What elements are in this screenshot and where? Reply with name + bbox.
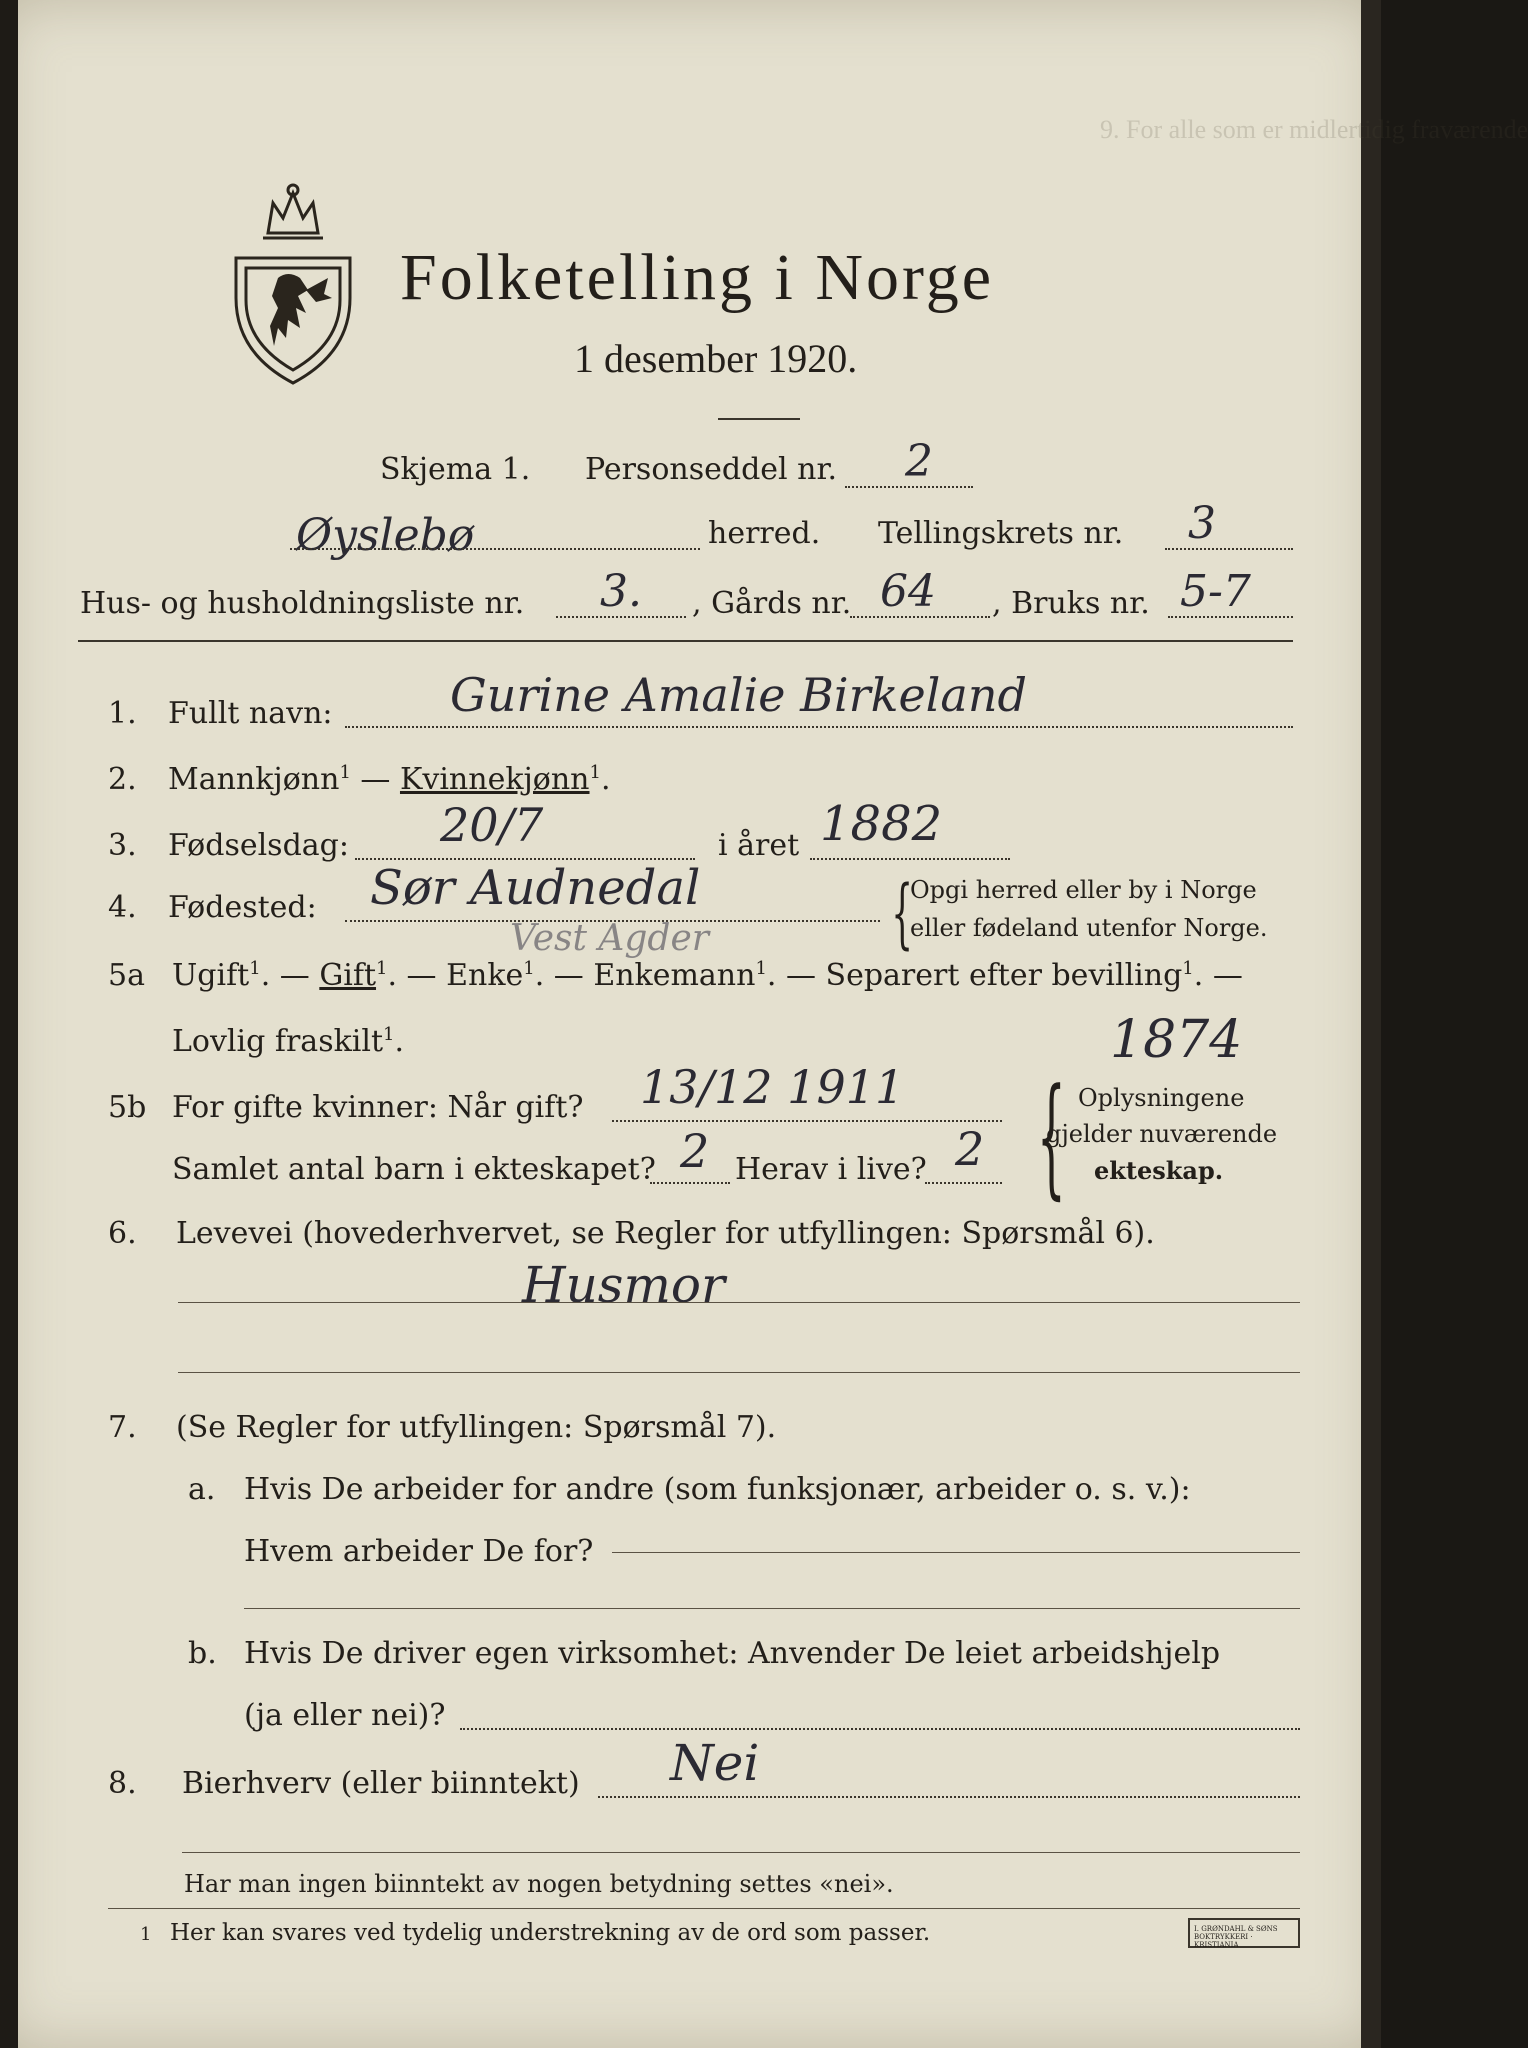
- q7-label: (Se Regler for utfyllingen: Spørsmål 7).: [176, 1410, 777, 1445]
- husholdningsliste-label: Hus- og husholdningsliste nr.: [80, 586, 525, 621]
- q5a-enkemann: Enkemann: [593, 958, 756, 993]
- q5a-ugift: Ugift: [172, 958, 250, 993]
- q4-brace: {: [891, 868, 914, 957]
- q5b-married-date-value: 13/12 1911: [640, 1060, 905, 1114]
- q5b-note-line2: gjelder nuværende: [1046, 1120, 1278, 1148]
- footnote-number: 1: [140, 1924, 152, 1945]
- bleed-through-text: 9. For alle som er midlertidig fraværende: [1100, 115, 1528, 144]
- gards-label: , Gårds nr.: [692, 586, 852, 621]
- q5b-label: For gifte kvinner: Når gift?: [172, 1090, 584, 1125]
- census-date: 1 desember 1920.: [574, 336, 858, 381]
- q3-year-field-line: [810, 858, 1010, 860]
- q5a-fraskilt-label: Lovlig fraskilt: [172, 1024, 384, 1059]
- bruks-label: , Bruks nr.: [992, 586, 1150, 621]
- q2-mannkjonn: Mannkjønn: [168, 762, 340, 797]
- printer-stamp-text: I. GRØNDAHL & SØNS BOKTRYKKERI · KRISTIANIA: [1194, 1925, 1278, 1949]
- scan-right-edge: [1361, 0, 1381, 2048]
- q5b-live-field-line: [925, 1182, 1002, 1184]
- q7a-letter: a.: [188, 1472, 216, 1507]
- q6-label: Levevei (hovederhvervet, se Regler for utfyllingen: Spørsmål 6).: [176, 1216, 1155, 1251]
- q5a-gift-underlined: Gift: [319, 958, 377, 993]
- q6-answer-line2: [178, 1372, 1300, 1373]
- q6-answer-line1: [178, 1302, 1300, 1303]
- q5b-year-note: 1874: [1110, 1010, 1243, 1070]
- tellingskrets-field-line: [1165, 548, 1293, 550]
- q5b-note-line3: ekteskap.: [1094, 1156, 1224, 1185]
- q5a-fraskilt: Lovlig fraskilt$^1$.: [172, 1024, 405, 1059]
- gards-value: 64: [880, 566, 936, 617]
- herred-label: herred.: [708, 516, 821, 551]
- q7b-field-line: [460, 1728, 1300, 1730]
- husholdningsliste-value: 3.: [600, 566, 642, 617]
- q7a-line2: Hvem arbeider De for?: [244, 1534, 594, 1569]
- q4-county-value: Vest Agder: [510, 918, 709, 959]
- q5a-number: 5a: [108, 958, 145, 993]
- q7a-line1: Hvis De arbeider for andre (som funksjonær, arbeider o. s. v.):: [244, 1472, 1191, 1507]
- q5b-live-value: 2: [955, 1122, 985, 1176]
- printer-stamp: [1188, 1918, 1300, 1948]
- q4-label: Fødested:: [168, 890, 317, 925]
- q3-label: Fødselsdag:: [168, 828, 349, 863]
- q5a-dash: —: [1212, 958, 1243, 993]
- q5a-enke: Enke: [446, 958, 524, 993]
- q5b-brace: {: [1036, 1060, 1066, 1212]
- q8-label: Bierhverv (eller biinntekt): [182, 1766, 580, 1801]
- tellingskrets-label: Tellingskrets nr.: [878, 516, 1124, 551]
- q1-number: 1.: [108, 696, 137, 731]
- q6-occupation-value: Husmor: [522, 1256, 725, 1314]
- q7a-answer-line1: [612, 1552, 1300, 1553]
- q8-secondary-income-value: Nei: [670, 1734, 760, 1792]
- q5a-marital-options: Ugift$^1$. — Gift$^1$. — Enke$^1$. — Enkemann$^1$. — Separert efter bevilling$^1$. —: [172, 958, 1243, 993]
- q3-birthday-value: 20/7: [440, 798, 544, 852]
- q5a-separert: Separert efter bevilling: [825, 958, 1183, 993]
- page-title: Folketelling i Norge: [400, 241, 995, 314]
- q7b-letter: b.: [188, 1636, 217, 1671]
- q2-footnote-mark: 1: [339, 762, 351, 783]
- q6-number: 6.: [108, 1216, 137, 1251]
- norwegian-coat-of-arms-icon: [228, 178, 358, 388]
- q4-note-line2: eller fødeland utenfor Norge.: [910, 914, 1268, 942]
- q3-number: 3.: [108, 828, 137, 863]
- q4-note-line1: Opgi herred eller by i Norge: [910, 876, 1257, 904]
- q7b-line1: Hvis De driver egen virksomhet: Anvender De leiet arbeidshjelp: [244, 1636, 1221, 1671]
- q2-gender-options: Mannkjønn$^1$ — Kvinnekjønn$^1$.: [168, 762, 611, 797]
- q2-number: 2.: [108, 762, 137, 797]
- tellingskrets-value: 3: [1188, 498, 1216, 549]
- footnote-text: Her kan svares ved tydelig understrekning av de ord som passer.: [170, 1920, 931, 1946]
- footer-separator: [108, 1908, 1300, 1909]
- q8-number: 8.: [108, 1766, 137, 1801]
- q5b-barn-field-line: [650, 1182, 730, 1184]
- q4-birthplace-value: Sør Audnedal: [370, 860, 701, 916]
- q5b-number: 5b: [108, 1090, 147, 1125]
- bruks-value: 5-7: [1180, 566, 1251, 617]
- q5b-field-line: [612, 1120, 1002, 1122]
- q5b-barn-value: 2: [680, 1124, 710, 1178]
- header-separator: [78, 640, 1293, 642]
- q1-field-line: [345, 726, 1293, 728]
- q3-birth-year-value: 1882: [820, 796, 943, 852]
- herred-value: Øyslebø: [296, 510, 475, 561]
- title-divider: [718, 418, 800, 420]
- q8-answer-line: [182, 1852, 1300, 1853]
- skjema-label: Skjema 1.: [380, 452, 531, 487]
- q7a-answer-line2: [244, 1608, 1300, 1609]
- q2-kvinnekjonn-underlined: Kvinnekjønn: [399, 762, 590, 797]
- q1-full-name-value: Gurine Amalie Birkeland: [450, 668, 1027, 722]
- q5b-note-line1: Oplysningene: [1078, 1084, 1245, 1112]
- scan-left-edge: [0, 0, 18, 2048]
- herred-field-line: [290, 548, 700, 550]
- footer-note: Har man ingen biinntekt av nogen betydning settes «nei».: [184, 1870, 894, 1898]
- q1-label: Fullt navn:: [168, 696, 333, 731]
- q5b-live-label: Herav i live?: [735, 1152, 927, 1187]
- q7b-line2: (ja eller nei)?: [244, 1698, 446, 1733]
- q4-number: 4.: [108, 890, 137, 925]
- personseddel-value: 2: [905, 436, 933, 487]
- q3-year-label: i året: [718, 828, 800, 863]
- q2-separator: —: [350, 762, 400, 797]
- q7-number: 7.: [108, 1410, 137, 1445]
- q5b-barn-label: Samlet antal barn i ekteskapet?: [172, 1152, 656, 1187]
- q8-field-line: [598, 1796, 1300, 1798]
- personseddel-label: Personseddel nr.: [585, 452, 838, 487]
